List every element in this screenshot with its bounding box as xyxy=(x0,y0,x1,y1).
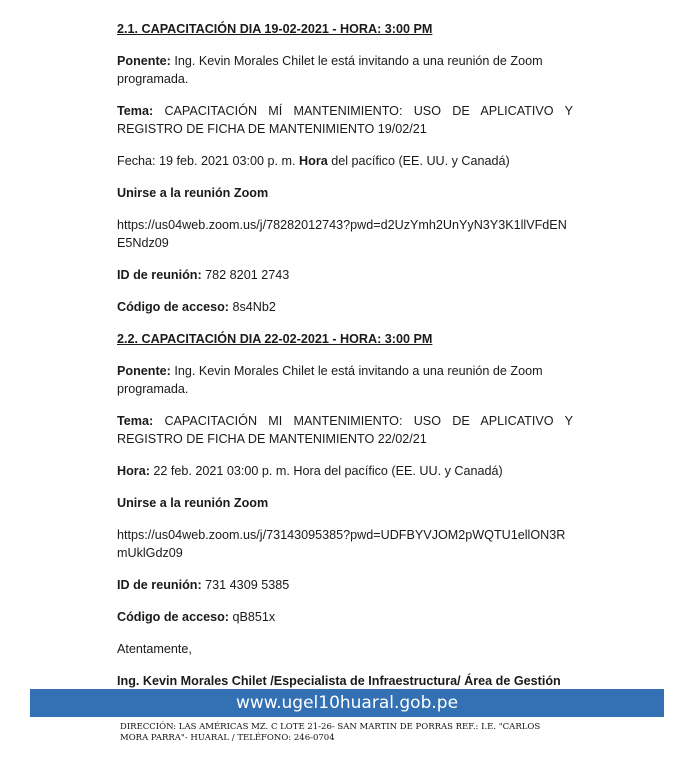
tema-text: CAPACITACIÓN MÍ MANTENIMIENTO: USO DE APLICATIVO Y REGISTRO DE FICHA DE MANTENIMIENTO 19/02/21 xyxy=(117,104,573,136)
tema-paragraph xyxy=(117,102,573,138)
ponente-text: Ing. Kevin Morales Chilet le está invitando a una reunión de Zoom programada. xyxy=(117,54,543,86)
join-zoom-label: Unirse a la reunión Zoom xyxy=(117,496,269,510)
ponente-paragraph xyxy=(117,52,573,88)
meeting-id: ID de reunión: 782 8201 2743 xyxy=(117,268,290,282)
ponente-label: Ponente: xyxy=(117,54,171,68)
access-code: Código de acceso: 8s4Nb2 xyxy=(117,300,276,314)
hora-paragraph: Hora: 22 feb. 2021 03:00 p. m. Hora del pacífico (EE. UU. y Canadá) xyxy=(117,464,503,478)
tema-label: Tema: xyxy=(117,104,154,118)
fecha-paragraph: Fecha: 19 feb. 2021 03:00 p. m. Hora del pacífico (EE. UU. y Canadá) xyxy=(117,154,510,168)
ponente-paragraph: Ponente: Ing. Kevin Morales Chilet le está invitando a una reunión de Zoom programada. xyxy=(117,364,543,396)
access-code: Código de acceso: qB851x xyxy=(117,610,276,624)
zoom-link[interactable]: https://us04web.zoom.us/j/73143095385?pwd=UDFBYVJOM2pWQTU1ellON3RmUklGdz09 xyxy=(117,528,566,560)
website-banner xyxy=(30,689,664,717)
zoom-link[interactable]: https://us04web.zoom.us/j/78282012743?pwd=d2UzYmh2UnYyN3Y3K1llVFdENE5Ndz09 xyxy=(117,218,567,250)
website-link[interactable]: www.ugel10huaral.gob.pe xyxy=(235,693,459,713)
join-zoom-label: Unirse a la reunión Zoom xyxy=(117,186,269,200)
signature: Ing. Kevin Morales Chilet /Especialista de Infraestructura/ Área de Gestión xyxy=(117,674,561,688)
section-heading-2-2: 2.2. CAPACITACIÓN DIA 22-02-2021 - HORA: 3:00 PM xyxy=(117,332,433,346)
tema-paragraph: Tema: CAPACITACIÓN MI MANTENIMIENTO: USO DE APLICATIVO Y REGISTRO DE FICHA DE MANTENIMIENTO 22/02/21 xyxy=(117,414,573,446)
document-body xyxy=(117,20,573,722)
meeting-id: ID de reunión: 731 4309 5385 xyxy=(117,578,290,592)
closing-text: Atentamente, xyxy=(117,642,192,656)
footer-address: DIRECCIÓN: LAS AMÉRICAS MZ. C LOTE 21-26- SAN MARTIN DE PORRAS REF.: I.E. "CARLOS MORA PARRA"- HUARAL / TELÉFONO: 246-0704 xyxy=(120,722,541,743)
section-heading-2-1: 2.1. CAPACITACIÓN DIA 19-02-2021 - HORA: 3:00 PM xyxy=(117,22,433,36)
